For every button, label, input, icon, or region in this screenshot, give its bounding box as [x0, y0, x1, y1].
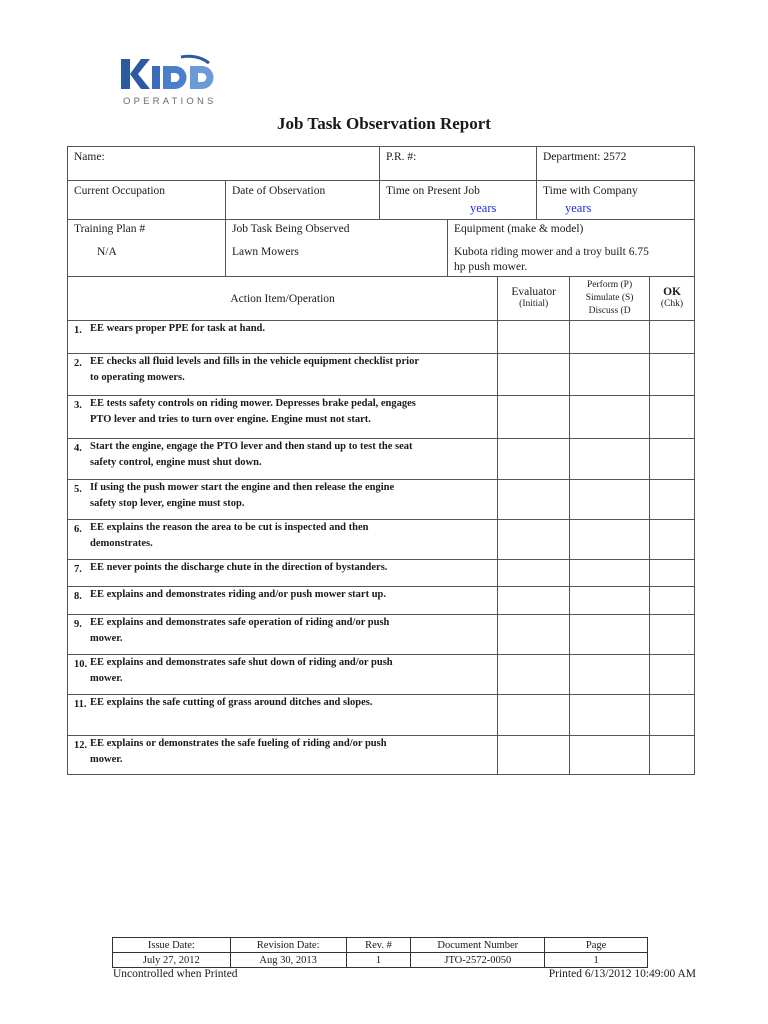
footer-value-row — [113, 953, 648, 968]
table-row — [68, 560, 695, 587]
table-row — [68, 396, 695, 439]
evaluator-initial-cell[interactable] — [498, 520, 570, 560]
page-value: 1 — [545, 953, 648, 968]
current-occupation-field[interactable] — [67, 180, 226, 220]
department-field[interactable] — [536, 146, 695, 181]
item-text-line1: EE explains the reason the area to be cut is inspected and then — [90, 522, 369, 533]
time-company-label: Time with Company — [543, 185, 638, 197]
report-title: Job Task Observation Report — [277, 114, 491, 133]
ok-subheader: (Chk) — [660, 299, 684, 309]
action-column-header — [68, 277, 498, 321]
equipment-value-line2: hp push mower. — [454, 261, 528, 273]
evaluator-initial-cell[interactable] — [498, 439, 570, 480]
item-text-line1: EE checks all fluid levels and fills in the vehicle equipment checklist prior — [90, 356, 420, 367]
action-item-cell — [68, 520, 498, 560]
evaluator-initial-cell[interactable] — [498, 321, 570, 354]
department-label: Department: 2572 — [543, 151, 627, 163]
perform-text: Perform (P) — [587, 280, 633, 290]
ok-check-cell[interactable] — [650, 736, 695, 775]
training-plan-label: Training Plan # — [74, 223, 146, 235]
perform-mode-cell[interactable] — [570, 587, 650, 615]
occupation-label: Current Occupation — [74, 185, 166, 197]
pr-label: P.R. #: — [386, 151, 417, 163]
issue-date-value: July 27, 2012 — [113, 953, 231, 968]
item-number: 3. — [74, 400, 82, 411]
ok-check-cell[interactable] — [650, 396, 695, 439]
perform-mode-cell[interactable] — [570, 396, 650, 439]
item-text-line2: safety control, engine must shut down. — [90, 457, 262, 468]
perform-mode-cell[interactable] — [570, 520, 650, 560]
table-row — [68, 520, 695, 560]
footer-header-row — [113, 938, 648, 953]
item-text-line1: EE explains and demonstrates safe shut down of riding and/or push — [90, 657, 393, 668]
ok-check-cell[interactable] — [650, 587, 695, 615]
evaluator-column-header — [498, 277, 570, 321]
ok-check-cell[interactable] — [650, 480, 695, 520]
table-row — [68, 655, 695, 695]
page-header: Page — [545, 938, 648, 953]
action-item-cell — [68, 354, 498, 396]
action-item-cell — [68, 736, 498, 775]
item-number: 1. — [74, 325, 82, 336]
item-text-line1: EE explains the safe cutting of grass around ditches and slopes. — [90, 697, 373, 708]
evaluator-initial-cell[interactable] — [498, 695, 570, 736]
item-text-line1: EE explains or demonstrates the safe fueling of riding and/or push — [90, 738, 387, 749]
training-plan-value: N/A — [97, 246, 117, 258]
time-job-label: Time on Present Job — [386, 185, 480, 197]
ok-column-header — [650, 277, 695, 321]
ok-check-cell[interactable] — [650, 321, 695, 354]
ok-check-cell[interactable] — [650, 520, 695, 560]
item-text-line2: PTO lever and tries to turn over engine. Engine must not start. — [90, 414, 371, 425]
action-items-table — [67, 276, 695, 775]
evaluator-initial-cell[interactable] — [498, 736, 570, 775]
action-item-cell — [68, 560, 498, 587]
item-number: 7. — [74, 564, 82, 575]
item-text-line2: to operating mowers. — [90, 372, 185, 383]
evaluator-initial-cell[interactable] — [498, 615, 570, 655]
equipment-label: Equipment (make & model) — [454, 223, 584, 235]
evaluator-initial-cell[interactable] — [498, 560, 570, 587]
evaluator-initial-cell[interactable] — [498, 480, 570, 520]
ok-check-cell[interactable] — [650, 655, 695, 695]
evaluator-initial-cell[interactable] — [498, 655, 570, 695]
item-text-line2: mower. — [90, 754, 123, 765]
table-row — [68, 480, 695, 520]
item-number: 6. — [74, 524, 82, 535]
job-task-label: Job Task Being Observed — [232, 223, 350, 235]
item-text-line1: If using the push mower start the engine and then release the engine — [90, 482, 395, 493]
table-row — [68, 736, 695, 775]
table-row — [68, 354, 695, 396]
evaluator-header-text: Evaluator — [511, 286, 557, 298]
action-item-cell — [68, 615, 498, 655]
name-label: Name: — [74, 151, 105, 163]
simulate-text: Simulate (S) — [585, 293, 634, 303]
document-number-header: Document Number — [411, 938, 545, 953]
item-number: 4. — [74, 443, 82, 454]
rev-number-header: Rev. # — [346, 938, 411, 953]
perform-mode-cell[interactable] — [570, 439, 650, 480]
revision-date-header: Revision Date: — [230, 938, 346, 953]
action-item-cell — [68, 396, 498, 439]
perform-mode-cell[interactable] — [570, 615, 650, 655]
time-job-unit: years — [470, 201, 497, 215]
equipment-field[interactable] — [447, 219, 695, 277]
item-text-line1: EE explains and demonstrates safe operation of riding and/or push — [90, 617, 390, 628]
item-text-line1: Start the engine, engage the PTO lever and then stand up to test the seat — [90, 441, 413, 452]
ok-check-cell[interactable] — [650, 695, 695, 736]
ok-check-cell[interactable] — [650, 439, 695, 480]
ok-check-cell[interactable] — [650, 560, 695, 587]
date-of-observation-field[interactable] — [225, 180, 380, 220]
issue-date-header: Issue Date: — [113, 938, 231, 953]
uncontrolled-notice: Uncontrolled when Printed — [113, 968, 238, 980]
rev-number-value: 1 — [346, 953, 411, 968]
job-task-field[interactable] — [225, 219, 448, 277]
item-number: 5. — [74, 484, 82, 495]
table-row — [68, 587, 695, 615]
item-number: 12. — [74, 740, 88, 751]
kidd-logo-mark — [121, 54, 217, 94]
company-logo — [121, 54, 221, 109]
document-number-value: JTO-2572-0050 — [411, 953, 545, 968]
equipment-value-line1: Kubota riding mower and a troy built 6.75 — [454, 246, 649, 258]
action-item-cell — [68, 321, 498, 354]
printed-timestamp: Printed 6/13/2012 10:49:00 AM — [548, 968, 696, 980]
perform-column-header — [570, 277, 650, 321]
perform-mode-cell[interactable] — [570, 560, 650, 587]
item-text-line2: safety stop lever, engine must stop. — [90, 498, 245, 509]
training-plan-field[interactable] — [67, 219, 226, 277]
action-item-cell — [68, 480, 498, 520]
action-item-cell — [68, 439, 498, 480]
item-number: 11. — [74, 699, 87, 710]
item-text-line1: EE explains and demonstrates riding and/or push mower start up. — [90, 589, 386, 600]
item-number: 10. — [74, 659, 88, 670]
action-header-text: Action Item/Operation — [230, 292, 335, 305]
ok-check-cell[interactable] — [650, 615, 695, 655]
item-text-line1: EE tests safety controls on riding mower. Depresses brake pedal, engages — [90, 398, 416, 409]
document-control-table — [112, 937, 648, 968]
table-row — [68, 695, 695, 736]
item-number: 8. — [74, 591, 82, 602]
time-on-present-job-field[interactable] — [379, 180, 537, 220]
table-header-row — [68, 277, 695, 321]
item-text-line1: EE never points the discharge chute in the direction of bystanders. — [90, 562, 388, 573]
action-item-cell — [68, 695, 498, 736]
evaluator-initial-cell[interactable] — [498, 354, 570, 396]
item-text-line2: mower. — [90, 673, 123, 684]
ok-header-text: OK — [663, 286, 681, 298]
ok-check-cell[interactable] — [650, 354, 695, 396]
evaluator-initial-cell[interactable] — [498, 587, 570, 615]
perform-mode-cell[interactable] — [570, 480, 650, 520]
perform-mode-cell[interactable] — [570, 655, 650, 695]
action-item-cell — [68, 587, 498, 615]
perform-mode-cell[interactable] — [570, 695, 650, 736]
table-row — [68, 321, 695, 354]
evaluator-initial-cell[interactable] — [498, 396, 570, 439]
table-row — [68, 439, 695, 480]
perform-mode-cell[interactable] — [570, 321, 650, 354]
date-observation-label: Date of Observation — [232, 185, 326, 197]
item-text-line2: demonstrates. — [90, 538, 153, 549]
revision-date-value: Aug 30, 2013 — [230, 953, 346, 968]
item-number: 9. — [74, 619, 82, 630]
evaluator-subheader: (Initial) — [519, 299, 549, 309]
time-with-company-field[interactable] — [536, 180, 695, 220]
action-item-cell — [68, 655, 498, 695]
pr-number-field[interactable] — [379, 146, 537, 181]
perform-mode-cell[interactable] — [570, 354, 650, 396]
job-task-value: Lawn Mowers — [232, 246, 299, 258]
perform-mode-cell[interactable] — [570, 736, 650, 775]
item-number: 2. — [74, 358, 82, 369]
item-text-line1: EE wears proper PPE for task at hand. — [90, 323, 266, 334]
time-company-unit: years — [565, 201, 592, 215]
name-field[interactable] — [67, 146, 380, 181]
discuss-text: Discuss (D — [588, 306, 631, 316]
table-row — [68, 615, 695, 655]
item-text-line2: mower. — [90, 633, 123, 644]
logo-subtitle: OPERATIONS — [123, 96, 217, 107]
